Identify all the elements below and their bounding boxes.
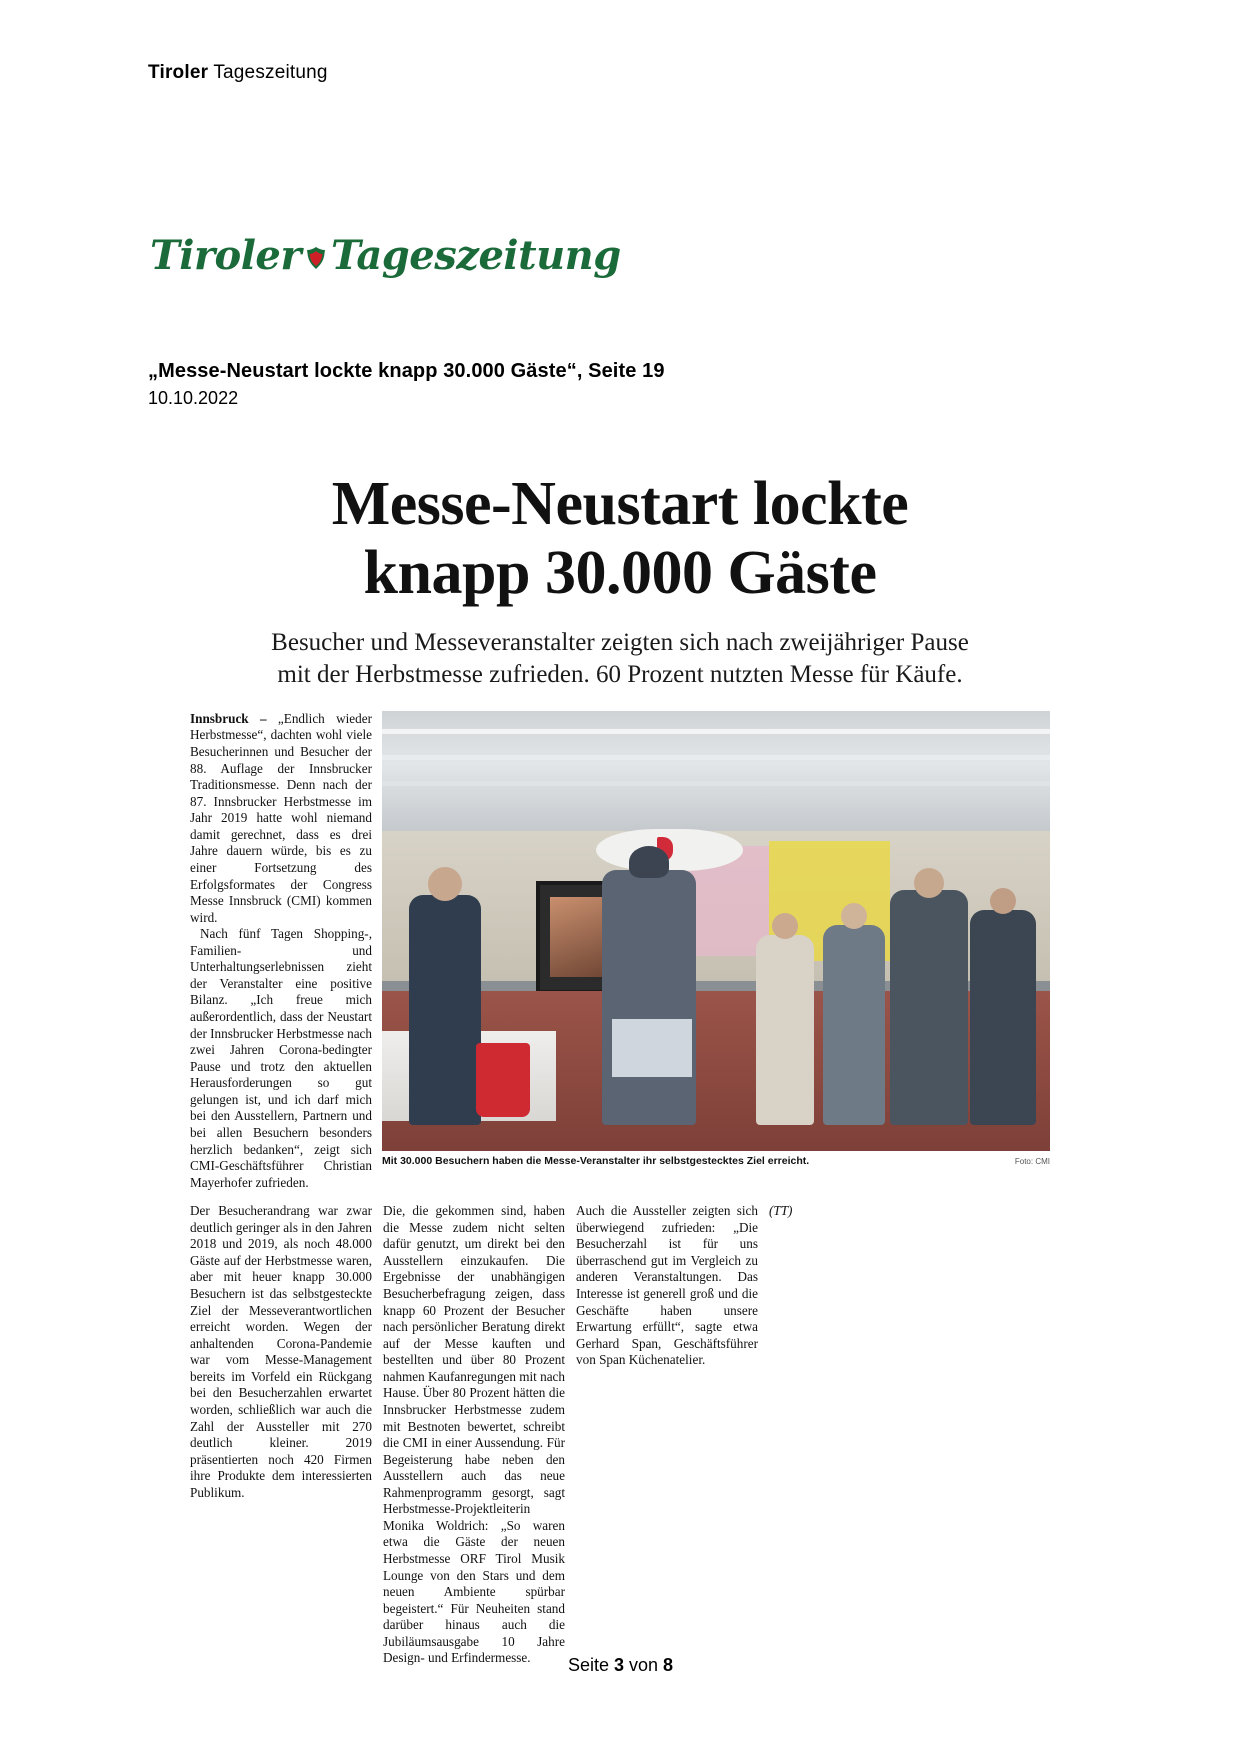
paragraph-text: „Endlich wieder Herbstmesse“, dachten wohl viele Besucherinnen und Besucher der 88. Auflage der Innsbrucker Traditionsmesse. Denn nach der 87. Innsbrucker Herbstmesse im Jahr 2019 hatte wohl niemand damit gerechnet, dass es drei Jahre dauern würde, bis es zu einer Fortsetzung des Erfolgsformates der Congress Messe Innsbruck (CMI) kommen wird. <box>190 710 372 925</box>
article-column-1-top <box>190 711 372 1191</box>
header-brand-bold: Tiroler <box>148 62 209 83</box>
article-bottom-block <box>190 1203 1050 1667</box>
photo-shopping-bag <box>476 1043 530 1117</box>
photo-visitor-shorts <box>612 1019 692 1077</box>
header-brand-rest: Tageszeitung <box>208 62 328 83</box>
footer-page-number: 3 <box>613 1655 624 1675</box>
masthead-right-word: Tageszeitung <box>330 232 621 279</box>
masthead-left-word: Tiroler <box>150 232 301 279</box>
paragraph-text: (TT) <box>769 1203 793 1219</box>
footer-middle: von <box>624 1655 664 1675</box>
tyrol-eagle-icon <box>303 245 329 271</box>
photo-ceiling <box>382 711 1050 843</box>
footer-total-pages: 8 <box>663 1655 674 1675</box>
article-column-4 <box>769 1203 1050 1667</box>
photo-visitor <box>602 870 696 1125</box>
standfirst-line-1: Besucher und Messeveranstalter zeigten sich nach zweijähriger Pause <box>271 628 969 656</box>
article-headline <box>190 470 1050 609</box>
document-header <box>148 62 328 84</box>
photo-visitor <box>970 910 1036 1125</box>
photo-caption-row <box>382 1151 1050 1167</box>
article-photo <box>382 711 1050 1151</box>
article-photo-block <box>382 711 1050 1191</box>
paragraph <box>190 711 372 926</box>
article-column-1-bottom <box>190 1203 372 1667</box>
paragraph <box>769 1203 1050 1220</box>
paragraph: Der Besucherandrang war zwar deutlich geringer als in den Jahren 2018 und 2019, als noch 48.000 Gäste auf der Herbstmesse waren, aber mit heuer knapp 30.000 Besuchern ist das selbstgesteckte Ziel der Messeverantwortlichen erreicht worden. Wegen der anhaltenden Corona-Pandemie war vom Messe-Management bereits im Vorfeld ein Rückgang bei den Besucherzahlen erwartet worden, schließlich war auch die Zahl der Aussteller mit 270 deutlich kleiner. 2019 präsentierten noch 420 Firmen ihre Produkte dem interessierten Publikum. <box>190 1203 372 1500</box>
masthead-logo <box>150 230 621 282</box>
photo-visitor <box>890 890 968 1125</box>
photo-credit: Foto: CMI <box>1014 1156 1050 1166</box>
photo-visitor <box>823 925 885 1125</box>
newspaper-clipping <box>190 470 1050 1667</box>
article-dateline: Innsbruck – <box>190 710 278 726</box>
standfirst-line-2: mit der Herbstmesse zufrieden. 60 Prozent nutzten Messe für Käufe. <box>277 660 963 688</box>
paragraph: Die, die gekommen sind, haben die Messe zudem nicht selten dafür genutzt, um direkt bei den Ausstellern einzukaufen. Die Ergebnisse der unabhängigen Besucherbefragung zeigen, dass knapp 60 Prozent der Besucher nach persönlicher Beratung direkt auf der Messe kauften und bestellten und über 80 Prozent nahmen Kaufanregungen mit nach Hause. Über 80 Prozent hätten die Innsbrucker Herbstmesse zudem mit Bestnoten bewertet, schreibt die CMI in einer Aussendung. Für Begeisterung habe neben den Ausstellern auch das neue Rahmenprogramm gesorgt, sagt Herbstmesse-Projektleiterin Monika Woldrich: „So waren etwa die Gäste der neuen Herbstmesse ORF Tirol Musik Lounge von den Stars und dem neuen Ambiente spürbar begeistert.“ Für Neuheiten stand darüber hinaus auch die Jubiläumsausgabe 10 Jahre Design- und Erfindermesse. <box>383 1203 565 1666</box>
paragraph: Auch die Aussteller zeigten sich überwiegend zufrieden: „Die Besucherzahl ist für uns überraschend gut im Vergleich zu anderen Veranstaltungen. Das Interesse ist generell groß und die Geschäfte haben unsere Erwartung erfüllt“, sagte etwa Gerhard Span, Geschäftsführer von Span Küchenatelier. <box>576 1203 758 1368</box>
article-top-block <box>190 711 1050 1191</box>
clipping-reference-title: „Messe-Neustart lockte knapp 30.000 Gäste“, Seite 19 <box>148 360 665 382</box>
photo-visitor <box>409 895 481 1125</box>
page-footer <box>0 1655 1241 1676</box>
article-standfirst <box>190 627 1050 691</box>
paragraph: Nach fünf Tagen Shopping-, Familien- und Unterhaltungserlebnissen zieht der Veranstalter eine positive Bilanz. „Ich freue mich außerordentlich, dass der Neustart der Innsbrucker Herbstmesse nach zwei Jahren Corona-bedingter Pause und trotz den aktuellen Herausforderungen so gut gelungen ist, und ich darf mich bei den Ausstellern, Partnern und bei allen Besuchern besonders herzlich bedanken“, zeigt sich CMI-Geschäftsführer Christian Mayerhofer zufrieden. <box>190 926 372 1190</box>
photo-visitor <box>756 935 814 1125</box>
article-column-3 <box>576 1203 758 1667</box>
footer-prefix: Seite <box>567 1655 614 1675</box>
headline-line-1: Messe-Neustart lockte <box>331 470 909 538</box>
clipping-reference-date: 10.10.2022 <box>148 388 239 408</box>
headline-line-2: knapp 30.000 Gäste <box>363 539 877 608</box>
photo-caption: Mit 30.000 Besuchern haben die Messe-Veranstalter ihr selbstgestecktes Ziel erreicht. <box>382 1154 810 1167</box>
article-column-2 <box>383 1203 565 1667</box>
